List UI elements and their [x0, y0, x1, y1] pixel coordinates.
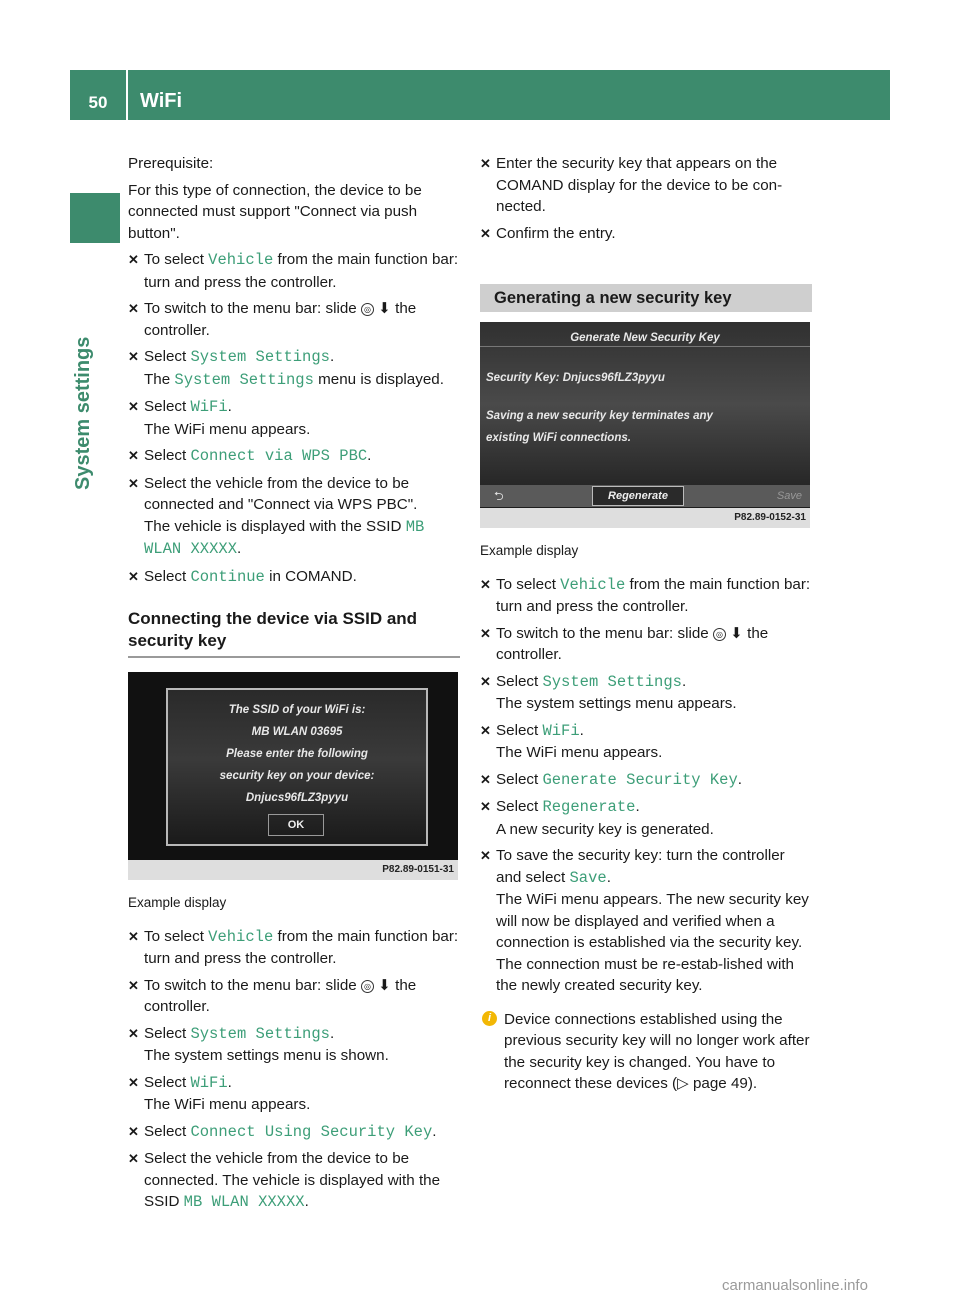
ok-button: OK	[268, 814, 324, 836]
sidebar-section-label: System settings	[72, 336, 94, 490]
header-separator	[126, 70, 128, 120]
watermark: carmanualsonline.info	[722, 1277, 868, 1294]
info-icon: i	[482, 1011, 497, 1026]
arrow-icon: ✕	[480, 771, 491, 787]
back-icon: ⮌	[494, 489, 504, 503]
arrow-icon: ✕	[480, 156, 491, 171]
code-vehicle: Vehicle	[208, 251, 274, 269]
arrow-icon: ✕	[480, 576, 491, 592]
arrow-icon: ✕	[128, 568, 139, 584]
step: ✕ Confirm the entry.	[480, 223, 812, 245]
step: ✕ To switch to the menu bar: slide ◎ ⬇ the controller.	[128, 300, 417, 339]
arrow-icon: ✕	[128, 1074, 139, 1090]
arrow-icon: ✕	[128, 349, 139, 364]
step: ✕ To select Vehicle from the main function bar: turn and press the controller.	[480, 575, 811, 615]
step: ✕ Select the vehicle from the device to be connected. The vehicle is displayed with the SSID MB WLAN XXXXX.	[128, 1150, 441, 1211]
arrow-icon: ✕	[480, 225, 491, 241]
step: ✕ Select System Settings. The System Settings menu is displayed.	[128, 348, 444, 389]
arrow-icon: ✕	[128, 928, 139, 944]
prerequisite-text: For this type of connection, the device to be connected must support "Connect via push button".	[128, 181, 422, 242]
page-number: 50	[88, 93, 108, 112]
image-reference: P82.89-0151-31	[128, 860, 458, 880]
arrow-icon: ✕	[128, 475, 139, 491]
step: ✕ Select Continue in COMAND.	[128, 567, 357, 586]
step: ✕ Enter the security key that appears on the COMAND display for the device to be con-nected.	[480, 155, 783, 215]
arrow-icon: ✕	[480, 799, 491, 814]
arrow-icon: ✕	[128, 252, 139, 267]
step: ✕ Select Generate Security Key.	[480, 770, 743, 789]
caption: Example display	[128, 895, 227, 910]
step: ✕ Select Regenerate. A new security key is generated.	[480, 798, 714, 838]
screen-menu-bar	[480, 485, 810, 507]
prerequisite-title: Prerequisite:	[128, 155, 214, 172]
left-column	[128, 153, 460, 1219]
step: ✕ To switch to the menu bar: slide ◎ ⬇ the controller.	[128, 976, 417, 1015]
arrow-icon: ✕	[480, 848, 491, 863]
step: ✕ To save the security key: turn the controller and select Save. The WiFi menu appears. The new security key will now be displayed and verified when a connection is established via the security key. The connection must be re-estab-lished with the newly created security key.	[480, 847, 809, 994]
right-column	[480, 153, 812, 1095]
controller-icon: ◎	[361, 980, 374, 993]
regenerate-button: Regenerate	[592, 486, 684, 506]
caption: Example display	[480, 543, 579, 558]
step: ✕ Select WiFi. The WiFi menu appears.	[128, 398, 311, 438]
step: ✕ Select the vehicle from the device to be connected and "Connect via WPS PBC". The vehicle is displayed with the SSID MB WLAN XXXXX.	[128, 474, 425, 558]
arrow-icon: ✕	[128, 399, 139, 414]
step: ✕ Select Connect Using Security Key.	[128, 1122, 437, 1141]
step: ✕ To switch to the menu bar: slide ◎ ⬇ the controller.	[480, 624, 769, 663]
example-display-generate: Generate New Security Key Security Key: Dnjucs96fLZ3pyyu Saving a new security key terminates any existing WiFi connections. ⮌ Regenerate Save P82.89-0152-31	[480, 322, 810, 528]
page-ref-icon: ▷	[677, 1075, 689, 1092]
header-bar	[70, 70, 890, 120]
arrow-icon: ✕	[128, 1151, 139, 1166]
sidebar-marker	[70, 193, 120, 243]
screen-title-bar: Generate New Security Key	[480, 322, 810, 347]
arrow-icon: ✕	[128, 301, 139, 316]
info-note: i Device connections established using the previous security key will no longer work after the security key is changed. You have to reconnect these devices (▷ page 49).	[480, 1009, 812, 1095]
step: ✕ Select System Settings. The system settings menu is shown.	[128, 1024, 389, 1064]
arrow-icon: ✕	[480, 673, 491, 689]
step: ✕ Select WiFi. The WiFi menu appears.	[128, 1073, 311, 1113]
step: ✕ Select Connect via WPS PBC.	[128, 447, 372, 465]
controller-icon: ◎	[713, 628, 726, 641]
arrow-icon: ✕	[128, 1123, 139, 1139]
arrow-icon: ✕	[480, 625, 491, 641]
step: ✕ Select System Settings. The system settings menu appears.	[480, 672, 737, 712]
dialog-box: The SSID of your WiFi is: MB WLAN 03695 Please enter the following security key on your device: Dnjucs96fLZ3pyyu OK	[166, 688, 428, 846]
arrow-icon: ✕	[128, 1025, 139, 1041]
page-title: WiFi	[140, 90, 183, 112]
example-display-ssid	[128, 672, 458, 880]
step: ✕ To select Vehicle from the main function bar: turn and press the controller.	[128, 927, 459, 967]
section-heading: Connecting the device via SSID and security key	[128, 608, 460, 658]
save-button: Save	[776, 490, 802, 502]
step: ✕ To select Vehicle from the main function bar: turn and press the controller.	[128, 251, 459, 291]
step: ✕ Select WiFi. The WiFi menu appears.	[480, 721, 663, 761]
arrow-icon: ✕	[128, 448, 139, 463]
controller-icon: ◎	[361, 303, 374, 316]
arrow-icon: ✕	[480, 722, 491, 738]
arrow-icon: ✕	[128, 977, 139, 993]
image-reference: P82.89-0152-31	[480, 508, 810, 528]
section-heading: Generating a new security key	[480, 284, 812, 312]
